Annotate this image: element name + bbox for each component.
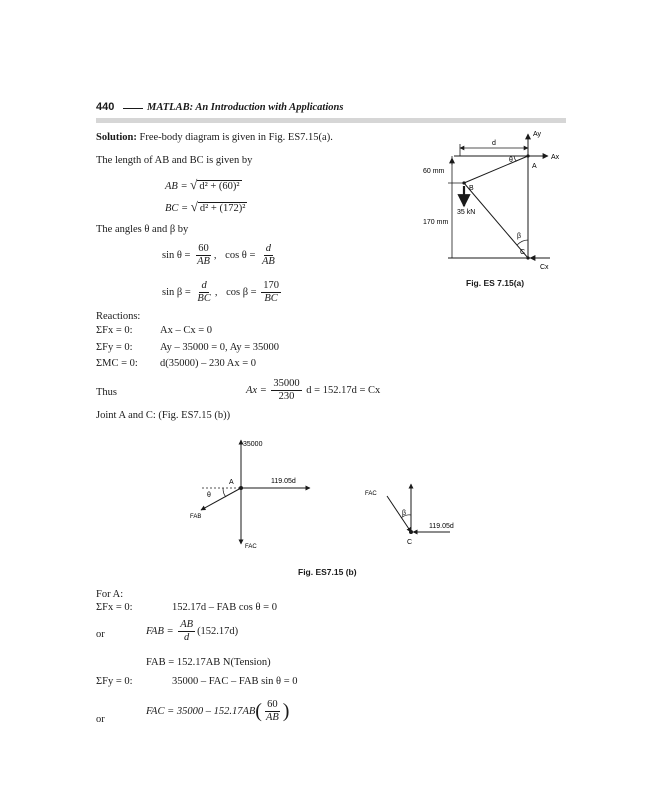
member-ab <box>464 156 528 183</box>
eq-ab-body: d² + (60)² <box>199 181 240 192</box>
label-35kn: 35 kN <box>457 209 476 216</box>
label-60mm: 60 mm <box>423 168 445 175</box>
header-rule-short <box>123 108 143 109</box>
fig-a-diagram <box>420 128 570 290</box>
label-theta: θ <box>207 492 211 499</box>
label-cx: Cx <box>540 264 549 271</box>
label-c: C <box>520 249 526 256</box>
label-theta: θ <box>509 157 513 164</box>
book-title: MATLAB: An Introduction with Applications <box>147 102 344 113</box>
reaction-cond: ΣMC = 0: <box>96 358 138 369</box>
eq-bc-body: d² + (172)² <box>199 203 246 214</box>
fab-result: FAB = 152.17AB N(Tension) <box>146 657 271 668</box>
label-beta: β <box>402 510 407 517</box>
eq-sin-beta: sin β = $\frac{d}{BC}$ , cos β = $\frac{170}{BC}$ <box>162 280 279 304</box>
thus-eq: Ax = $\frac{35000}{230}$ d = 152.17d = Cx <box>246 378 381 402</box>
label-35000: 35000 <box>243 441 263 448</box>
eq-sin-theta: sin θ = $\frac{60}{AB}$ , cos θ = $\frac{d}{AB}$ <box>162 243 275 267</box>
eq-bc-lhs: BC = <box>165 203 189 214</box>
solution-line <box>96 132 333 143</box>
label-fac: FAC <box>245 544 257 550</box>
reaction-eq: d(35000) – 230 Ax = 0 <box>160 358 257 369</box>
or-1: or <box>96 629 105 640</box>
label-ay: Ay <box>533 131 542 138</box>
eq-ab-lhs: AB = <box>165 181 188 192</box>
fig-a-caption: Fig. ES 7.15(a) <box>466 278 525 288</box>
lengths-intro: The length of AB and BC is given by <box>96 155 253 166</box>
fab-eq: FAB = $\frac{AB}{d}$ (152.17d) <box>146 619 239 643</box>
bc-member-arrow <box>387 496 411 532</box>
header-rule <box>96 118 566 123</box>
or-2: or <box>96 714 105 725</box>
fx-eq: 152.17d – FAB cos θ = 0 <box>172 602 277 613</box>
label-a: A <box>229 479 234 486</box>
reaction-eq: Ax – Cx = 0 <box>160 325 213 336</box>
label-fab: FAB <box>190 514 202 520</box>
solution-label: Solution: <box>96 132 137 143</box>
for-a-label: For A: <box>96 589 124 600</box>
label-beta: β <box>517 233 522 240</box>
thus-label: Thus <box>96 387 117 398</box>
angles-intro: The angles θ and β by <box>96 224 189 235</box>
reaction-eq: Ay – 35000 = 0, Ay = 35000 <box>160 342 280 353</box>
fy-eq: 35000 – FAC – FAB sin θ = 0 <box>172 676 298 687</box>
reaction-cond: ΣFx = 0: <box>96 325 133 336</box>
label-170mm: 170 mm <box>423 219 449 226</box>
joint-text: Joint A and C: (Fig. ES7.15 (b)) <box>96 410 231 421</box>
eq-bc: BC = √ d² + (172)² <box>165 199 246 214</box>
page-number: 440 <box>96 101 115 113</box>
fig-b-diagram <box>180 432 454 557</box>
solution-text: Free-body diagram is given in Fig. ES7.15(a). <box>139 132 333 143</box>
label-119-left: 119.05d <box>271 478 296 485</box>
label-d: d <box>492 140 496 147</box>
label-119-right: 119.05d <box>429 523 454 530</box>
label-fac-c: FAC <box>365 491 377 497</box>
fac-eq: FAC = 35000 – 152.17AB( $\frac{60}{AB}$ ) <box>146 699 290 723</box>
reactions-label: Reactions: <box>96 311 141 322</box>
label-c: C <box>407 539 413 546</box>
label-b: B <box>469 185 474 192</box>
member-bc <box>464 183 528 258</box>
fy-cond: ΣFy = 0: <box>96 676 133 687</box>
fx-cond: ΣFx = 0: <box>96 602 133 613</box>
reaction-cond: ΣFy = 0: <box>96 342 133 353</box>
eq-ab: AB = √ d² + (60)² <box>165 177 240 192</box>
label-ax: Ax <box>551 154 560 161</box>
label-a: A <box>532 163 537 170</box>
fig-b-caption: Fig. ES7.15 (b) <box>298 567 357 577</box>
